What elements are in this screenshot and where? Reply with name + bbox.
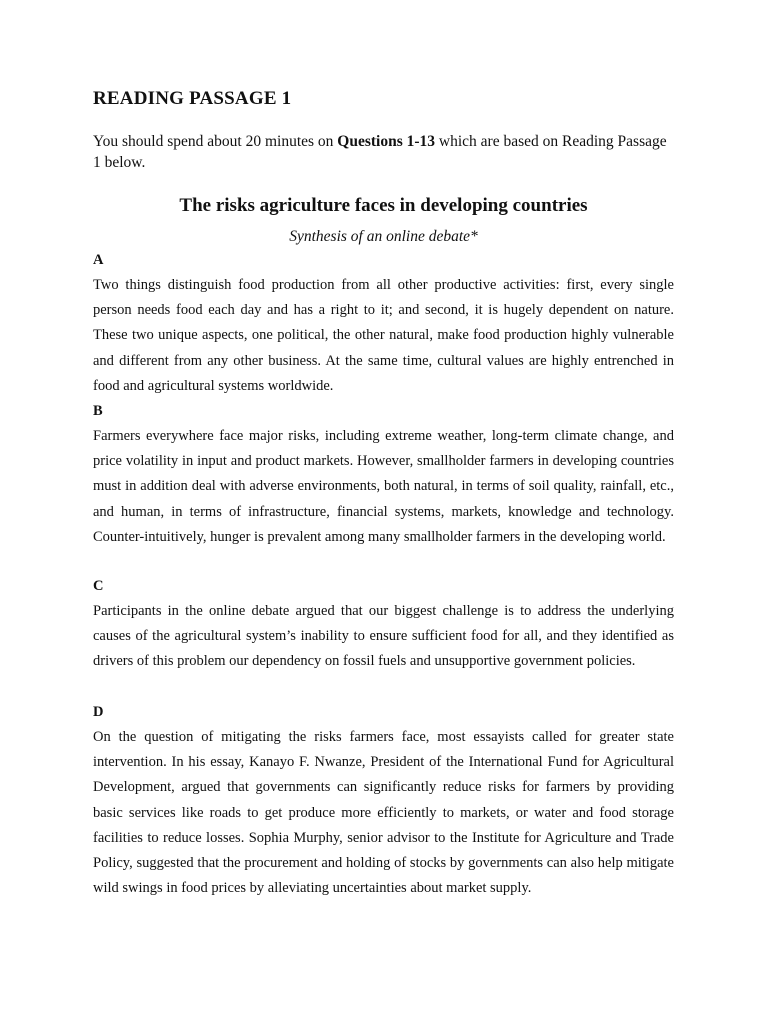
section-letter: D bbox=[93, 704, 104, 720]
section-paragraph: On the question of mitigating the risks farmers face, most essayists called for greater state intervention. In his essay, Kanayo F. Nwanze, President of the International Fund for Agricultural Development, argued that governments can significantly reduce risks for farmers by providing basic services like roads to get produce more efficiently to markets, or water and food storage facilities to reduce losses. Sophia Murphy, senior advisor to the Institute for Agriculture and Trade Policy, suggested that the procurement and holding of stocks by governments can also help mitigate wild swings in food prices by alleviating uncertainties about market supply. bbox=[93, 729, 674, 897]
article-title: The risks agriculture faces in developing countries bbox=[179, 195, 588, 216]
instructions-questions: Questions 1-13 bbox=[337, 133, 436, 150]
section-a bbox=[93, 248, 674, 399]
section-paragraph: Two things distinguish food production from all other productive activities: first, every single person needs food each day and has a right to it; and second, it is hugely dependent on nature. These two unique aspects, one political, the other natural, make food production highly vulnerable and different from any other business. At the same time, cultural values are highly entrenched in food and agricultural systems worldwide. bbox=[93, 277, 674, 394]
section-paragraph: Participants in the online debate argued that our biggest challenge is to address the underlying causes of the agricultural system’s inability to ensure sufficient food for all, and they identified as drivers of this problem our dependency on fossil fuels and unsupportive government policies. bbox=[93, 603, 674, 670]
section-letter: C bbox=[93, 578, 104, 594]
section-letter: A bbox=[93, 252, 104, 268]
section-d bbox=[93, 700, 674, 901]
instructions-before: You should spend about 20 minutes on bbox=[93, 133, 338, 150]
passage-heading: READING PASSAGE 1 bbox=[93, 88, 292, 109]
section-c bbox=[93, 574, 674, 675]
section-b bbox=[93, 399, 674, 550]
section-paragraph: Farmers everywhere face major risks, including extreme weather, long-term climate change, and price volatility in input and product markets. However, smallholder farmers in developing countries must in addition deal with adverse environments, both natural, in terms of soil quality, rainfall, etc., and human, in terms of infrastructure, financial systems, markets, knowledge and technology. Counter-intuitively, hunger is prevalent among many smallholder farmers in the developing world. bbox=[93, 428, 674, 545]
instructions bbox=[93, 131, 674, 173]
instructions-after: which are based on Reading Passage 1 below. bbox=[93, 133, 667, 171]
article-subtitle: Synthesis of an online debate* bbox=[289, 228, 478, 245]
section-letter: B bbox=[93, 403, 103, 419]
